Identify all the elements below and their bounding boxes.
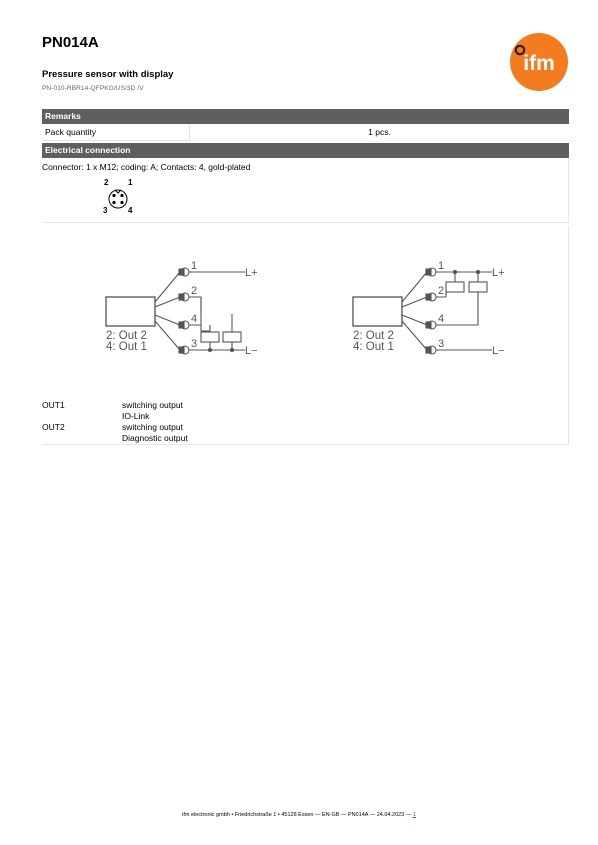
out1-label: 4: Out 1 xyxy=(353,341,394,353)
pin-label-2: 2 xyxy=(104,178,109,187)
wire-label-4: 4 xyxy=(191,313,198,325)
svg-text:ifm: ifm xyxy=(523,52,555,75)
product-title: PN014A xyxy=(42,34,99,51)
supply-plus-label: L+ xyxy=(492,267,505,279)
article-code: PN-010-RBR14-QFPKG/US/3D /V xyxy=(42,85,144,92)
output-name: OUT1 xyxy=(42,400,65,410)
electrical-heading: Electrical connection xyxy=(42,143,569,158)
output-desc: switching output xyxy=(122,422,183,432)
out2-label: 2: Out 2 xyxy=(353,330,394,342)
wire-label-1: 1 xyxy=(438,260,445,272)
wire-label-1: 1 xyxy=(191,260,198,272)
output-desc: IO-Link xyxy=(122,411,150,421)
supply-minus-label: L− xyxy=(245,345,258,357)
m12-pin-layout-icon xyxy=(98,177,138,217)
ifm-logo xyxy=(510,33,568,91)
pin-label-1: 1 xyxy=(128,178,133,187)
page-footer xyxy=(0,812,598,818)
connector-spec: Connector: 1 x M12; coding: A; Contacts: 4, gold-plated xyxy=(42,162,251,172)
product-subtitle: Pressure sensor with display xyxy=(42,69,174,80)
remarks-heading: Remarks xyxy=(42,109,569,124)
wire-label-4: 4 xyxy=(438,313,445,325)
out1-label: 4: Out 1 xyxy=(106,341,147,353)
wire-label-2: 2 xyxy=(438,285,445,297)
output-desc: switching output xyxy=(122,400,183,410)
pack-quantity-row xyxy=(42,125,569,141)
pack-quantity-value: 1 pcs. xyxy=(368,127,391,137)
wire-label-3: 3 xyxy=(191,338,198,350)
wiring-diagrams xyxy=(100,255,520,365)
supply-minus-label: L− xyxy=(492,345,505,357)
pack-quantity-label: Pack quantity xyxy=(45,127,97,137)
footer-text: ifm electronic gmbh • Friedrichstraße 1 • 45128 Essen — EN-GB — PN014A — 24.04.2023 — xyxy=(182,812,412,818)
wire-label-3: 3 xyxy=(438,338,445,350)
row-underline xyxy=(42,140,189,141)
out2-label: 2: Out 2 xyxy=(106,330,147,342)
pin-label-4: 4 xyxy=(128,206,133,215)
sensor-box xyxy=(353,297,402,326)
supply-plus-label: L+ xyxy=(245,267,258,279)
output-name: OUT2 xyxy=(42,422,65,432)
page-number-link[interactable]: 1 xyxy=(412,812,416,818)
sensor-box xyxy=(106,297,155,326)
pin-label-3: 3 xyxy=(103,206,108,215)
output-desc: Diagnostic output xyxy=(122,433,188,443)
wire-label-2: 2 xyxy=(191,285,198,297)
